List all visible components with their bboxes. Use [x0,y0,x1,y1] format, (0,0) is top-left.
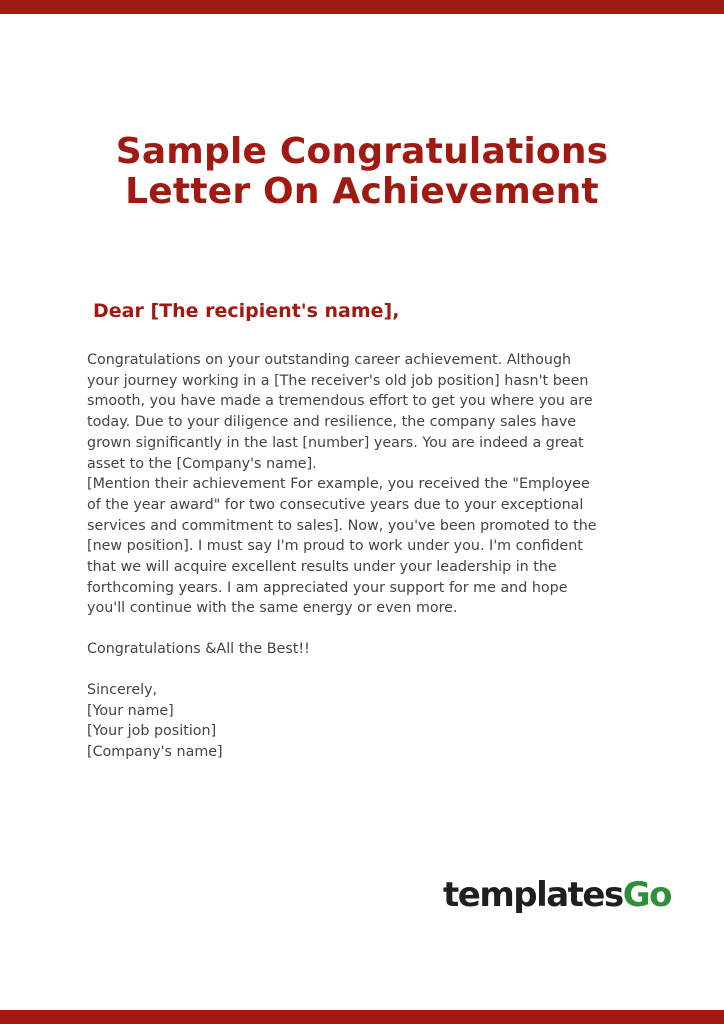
signature-block [87,680,223,763]
closing-line: Congratulations &All the Best!! [87,641,310,657]
body-line: your journey working in a [The receiver's old job position] hasn't been [87,372,589,389]
title-line-1: Sample Congratulations [115,131,609,172]
signature-line: [Your job position] [87,723,217,740]
body-line: of the year award" for two consecutive years due to your exceptional [87,496,584,513]
body-line: Congratulations on your outstanding career achievement. Although [87,352,572,368]
logo-text-templates: templates [443,875,623,915]
letter-body [87,350,632,619]
body-line: asset to the [Company's name]. [87,455,317,472]
body-line: that we will acquire excellent results under your leadership in the [87,559,557,576]
salutation: Dear [The recipient's name], [93,300,400,322]
bottom-accent-bar [0,1010,724,1024]
signature-line: [Your name] [87,702,174,719]
top-accent-bar [0,0,724,14]
body-line: today. Due to your diligence and resilience, the company sales have [87,414,577,431]
body-line: forthcoming years. I am appreciated your support for me and hope [87,579,568,596]
body-line: services and commitment to sales]. Now, you've been promoted to the [87,517,597,534]
body-line: you'll continue with the same energy or even more. [87,600,458,617]
title-line-2: Letter On Achievement [125,171,599,212]
body-line: smooth, you have made a tremendous effort to get you where you are [87,393,593,410]
letter-title [0,132,724,212]
templatesgo-logo [443,873,671,917]
logo-text-go: Go [622,875,671,915]
body-line: grown significantly in the last [number] years. You are indeed a great [87,434,584,451]
body-line: [new position]. I must say I'm proud to work under you. I'm confident [87,538,583,555]
signature-line: Sincerely, [87,682,158,698]
body-line: [Mention their achievement For example, you received the "Employee [87,476,590,493]
signature-line: [Company's name] [87,744,223,761]
